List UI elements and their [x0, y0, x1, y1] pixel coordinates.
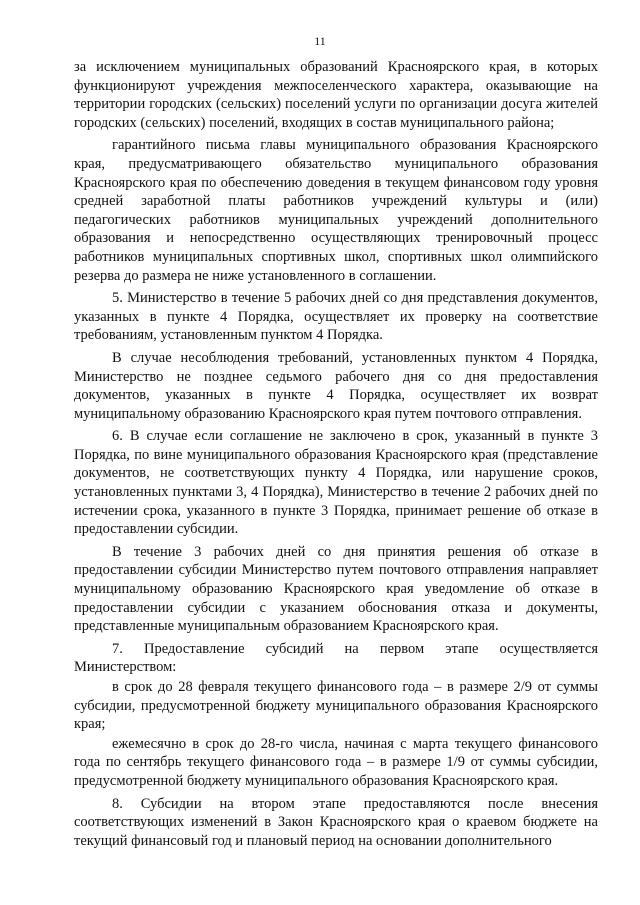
paragraph-8: в срок до 28 февраля текущего финансового года – в размере 2/9 от суммы субсидии, предусмотренной бюджету муниципального образования Красноярского края;	[74, 679, 598, 733]
paragraph-10: 8. Субсидии на втором этапе предоставляются после внесения соответствующих изменений в Закон Красноярского края о краевом бюджете на текущий финансовый год и плановый период на основании дополнительного	[74, 795, 598, 849]
paragraph-1: за исключением муниципальных образований Красноярского края, в которых функционируют учреждения межпоселенческого характера, оказывающие на территории городских (сельских) поселений услуги по организации досуга жителей городских (сельских) поселений, входящих в состав муниципального района;	[74, 59, 598, 131]
paragraph-5: 6. В случае если соглашение не заключено в срок, указанный в пункте 3 Порядка, по вине муниципального образования Красноярского края (представление документов, не соответствующих пункту 4 Порядка, или нарушение сроков, установленных пунктами 3, 4 Порядка), Министерство в течение 2 рабочих дней по истечении срока, указанного в пункте 3 Порядка, принимает решение об отказе в предоставлении субсидии.	[74, 428, 598, 538]
paragraph-2: гарантийного письма главы муниципального образования Красноярского края, предусматривающего обязательство муниципального образования Красноярского края по обеспечению доведения в текущем финансовом году уровня средней заработной платы работников учреждений культуры и (или) педагогических работников муниципальных учреждений дополнительного образования и непосредственно осуществляющих тренировочный процесс работников муниципальных спортивных школ, спортивных школ олимпийского резерва до размера не ниже установленного в соглашении.	[74, 137, 598, 284]
page-number: 11	[314, 34, 326, 48]
paragraph-3: 5. Министерство в течение 5 рабочих дней со дня представления документов, указанных в пункте 4 Порядка, осуществляет их проверку на соответствие требованиям, установленным пунктом 4 Порядка.	[74, 290, 598, 344]
paragraph-4: В случае несоблюдения требований, установленных пунктом 4 Порядка, Министерство не позднее седьмого рабочего дня со дня предоставления документов, указанных в пункте 4 Порядка, осуществляет их возврат муниципальному образованию Красноярского края путем почтового отправления.	[74, 349, 598, 422]
paragraph-9: ежемесячно в срок до 28-го числа, начиная с марта текущего финансового года по сентябрь текущего финансового года – в размере 1/9 от суммы субсидии, предусмотренной бюджету муниципального образования Красноярского края.	[74, 735, 598, 789]
document-body	[74, 58, 598, 854]
paragraph-7: 7. Предоставление субсидий на первом этапе осуществляется Министерством:	[74, 640, 598, 676]
paragraph-6: В течение 3 рабочих дней со дня принятия решения об отказе в предоставлении субсидии Министерство путем почтового отправления направляет муниципальному образованию Красноярского края уведомление об отказе в предоставлении субсидии с указанием обоснования отказа и документы, представленные муниципальным образованием Красноярского края.	[74, 543, 598, 635]
